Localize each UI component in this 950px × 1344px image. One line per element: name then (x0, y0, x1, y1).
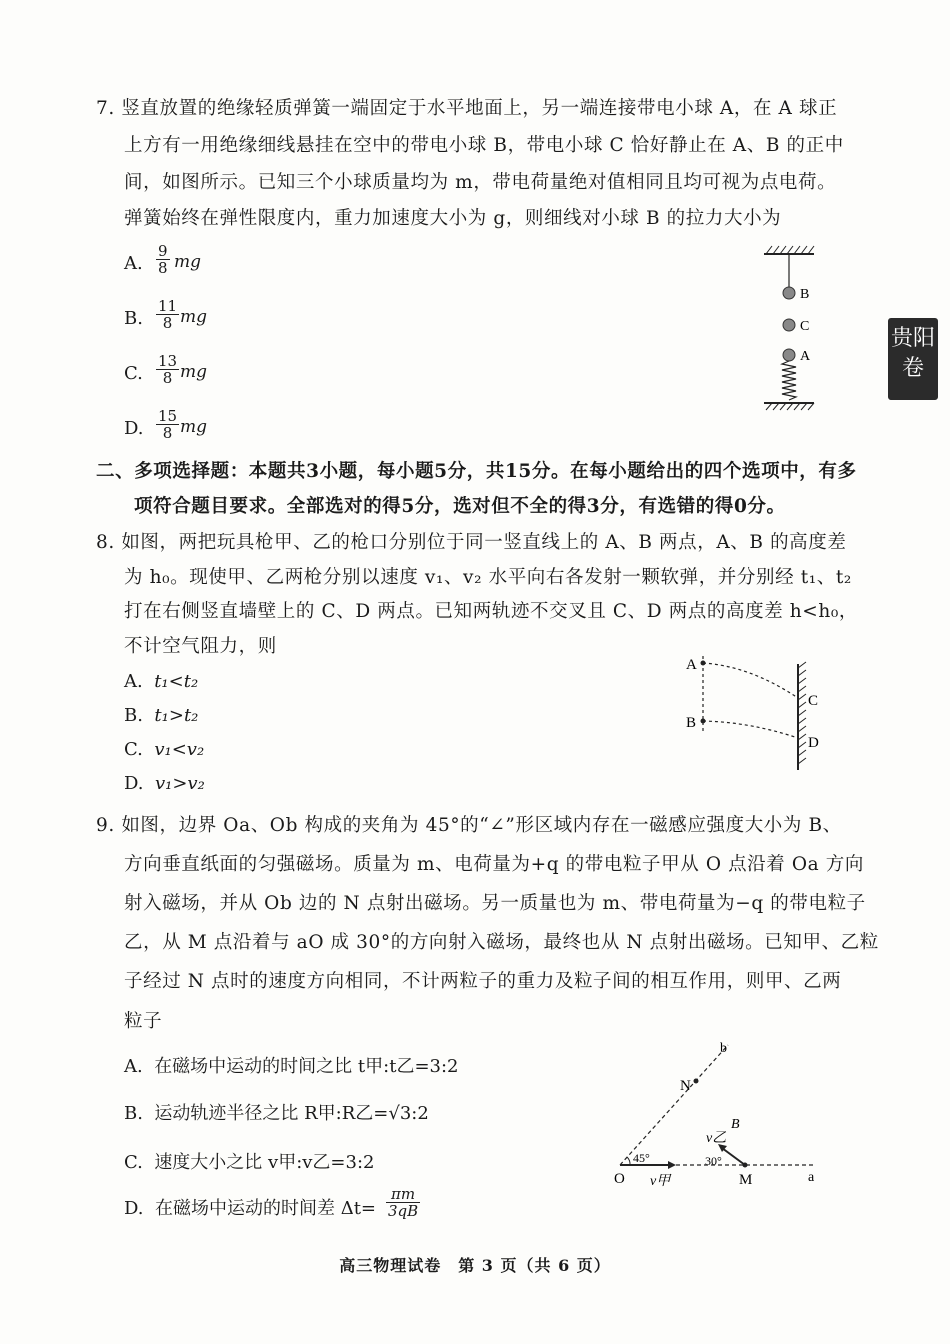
option-label: A. (124, 253, 143, 274)
unit: mg (174, 252, 202, 272)
q9-line-4: 乙，从 M 点沿着与 aO 成 30°的方向射入磁场，最终也从 N 点射出磁场。已知甲、乙粒 (124, 932, 879, 953)
region-tab-line1: 贵阳 (890, 326, 935, 351)
q9-line-3: 射入磁场，并从 Ob 边的 N 点射出磁场。另一质量也为 m、带电荷量为−q 的带电粒子 (124, 893, 866, 914)
v-jia-arrowhead (668, 1161, 676, 1169)
angle-arc-45 (627, 1157, 630, 1165)
ball-c (783, 319, 795, 331)
region-tab (888, 318, 938, 400)
label-v-yi: v乙 (706, 1131, 727, 1146)
option-text: 运动轨迹半径之比 R甲:R乙=√3:2 (154, 1103, 429, 1124)
fraction: $\frac{13}{8}$ (158, 352, 178, 387)
q9-option-a[interactable] (124, 1052, 459, 1078)
option-label: B. (124, 1103, 143, 1124)
fraction: $\frac{15}{8}$ (158, 407, 178, 442)
label-b-end: b (720, 1041, 727, 1056)
option-label: D. (124, 418, 144, 439)
unit: mg (180, 362, 208, 382)
option-text: 在磁场中运动的时间差 Δt= (154, 1198, 377, 1219)
section-2-line-1: 二、多项选择题：本题共3小题，每小题5分，共15分。在每小题给出的四个选项中，有多 (96, 461, 857, 482)
option-label: C. (124, 739, 143, 760)
fraction: $\frac{9}{8}$ (158, 242, 168, 277)
option-label: D. (124, 773, 144, 794)
label-a: A (686, 657, 697, 673)
option-label: A. (124, 1056, 143, 1077)
q8-option-d[interactable] (124, 773, 205, 794)
v-yi-arrow (722, 1148, 745, 1165)
option-label: B. (124, 705, 143, 726)
ground-hatch (766, 403, 814, 410)
option-text: v₁<v₂ (154, 739, 205, 760)
option-text: v₁>v₂ (154, 773, 205, 794)
q8-line-4: 不计空气阻力，则 (124, 636, 277, 657)
label-c: C (808, 693, 819, 709)
option-label: C. (124, 363, 143, 384)
option-label: D. (124, 1198, 144, 1219)
option-label: B. (124, 308, 143, 329)
q9-option-b[interactable] (124, 1099, 429, 1125)
label-field: B (731, 1117, 740, 1132)
q9-line-1: 9. 如图，边界 Oa、Ob 构成的夹角为 45°的“∠”形区域内存在一磁感应强度大小为 B、 (96, 815, 842, 836)
label-v-jia: v甲 (650, 1174, 671, 1189)
label-n: N (680, 1078, 691, 1094)
boundary-ob (620, 1045, 728, 1165)
trajectory-2 (703, 721, 798, 738)
page-footer: 高三物理试卷 第 3 页（共 6 页） (339, 1256, 611, 1275)
option-label: A. (124, 671, 143, 692)
trajectory-1 (703, 663, 798, 698)
q9-figure (600, 1035, 830, 1195)
q9-option-d-fraction: $\frac{\pi m}{3qB}$ (388, 1185, 419, 1220)
q9-line-6: 粒子 (124, 1011, 163, 1032)
q8-figure (680, 646, 830, 776)
point-n (694, 1079, 699, 1084)
label-b: B (686, 715, 697, 731)
q8-line-3: 打在右侧竖直墙壁上的 C、D 两点。已知两轨迹不交叉且 C、D 两点的高度差 h<h₀， (124, 601, 859, 622)
q9-option-d[interactable] (124, 1194, 376, 1220)
region-tab-line2: 卷 (901, 356, 924, 381)
label-m: M (739, 1172, 753, 1188)
label-o: O (614, 1171, 625, 1187)
q8-option-a[interactable] (124, 671, 198, 692)
ball-b-label: B (800, 287, 810, 302)
q7-line-2: 上方有一用绝缘细线悬挂在空中的带电小球 B，带电小球 C 恰好静止在 A、B 的正中 (124, 135, 844, 156)
fraction: $\frac{11}{8}$ (158, 297, 178, 332)
unit: mg (180, 417, 208, 437)
q8-line-1: 8. 如图，两把玩具枪甲、乙的枪口分别位于同一竖直线上的 A、B 两点，A、B 的高度差 (96, 532, 847, 553)
ball-b (783, 287, 795, 299)
q8-option-b[interactable] (124, 705, 198, 726)
q7-line-4: 弹簧始终在弹性限度内，重力加速度大小为 g，则细线对小球 B 的拉力大小为 (124, 208, 782, 229)
option-text: t₁<t₂ (154, 671, 199, 692)
q8-option-c[interactable] (124, 739, 204, 760)
option-text: 在磁场中运动的时间之比 t甲:t乙=3:2 (154, 1056, 459, 1077)
label-45: 45° (633, 1151, 650, 1165)
q7-line-3: 间，如图所示。已知三个小球质量均为 m，带电荷量绝对值相同且均可视为点电荷。 (124, 172, 837, 193)
q9-option-c[interactable] (124, 1148, 375, 1174)
unit: mg (180, 307, 208, 327)
label-d: D (808, 735, 819, 751)
ball-a-label: A (800, 349, 811, 364)
section-2-line-2: 项符合题目要求。全部选对的得5分，选对但不全的得3分，有选错的得0分。 (134, 496, 786, 517)
option-text: t₁>t₂ (154, 705, 199, 726)
point-m (743, 1163, 748, 1168)
option-label: C. (124, 1152, 143, 1173)
q9-line-2: 方向垂直纸面的匀强磁场。质量为 m、电荷量为+q 的带电粒子甲从 O 点沿着 Oa 方向 (124, 854, 864, 875)
ball-c-label: C (800, 319, 810, 334)
q7-line-1: 7. 竖直放置的绝缘轻质弹簧一端固定于水平地面上，另一端连接带电小球 A，在 A 球正 (96, 98, 838, 119)
spring (782, 361, 796, 400)
q7-figure (756, 240, 826, 412)
ceiling-hatch (766, 246, 814, 254)
q9-line-5: 子经过 N 点时的速度方向相同，不计两粒子的重力及粒子间的相互作用，则甲、乙两 (124, 971, 842, 992)
label-30: 30° (705, 1154, 722, 1168)
label-a-end: a (808, 1170, 815, 1185)
option-text: 速度大小之比 v甲:v乙=3:2 (154, 1152, 375, 1173)
wall-hatch (798, 662, 806, 764)
q8-line-2: 为 h₀。现使甲、乙两枪分别以速度 v₁、v₂ 水平向右各发射一颗软弹，并分别经 t₁、t₂ (124, 567, 852, 588)
ball-a (783, 349, 795, 361)
